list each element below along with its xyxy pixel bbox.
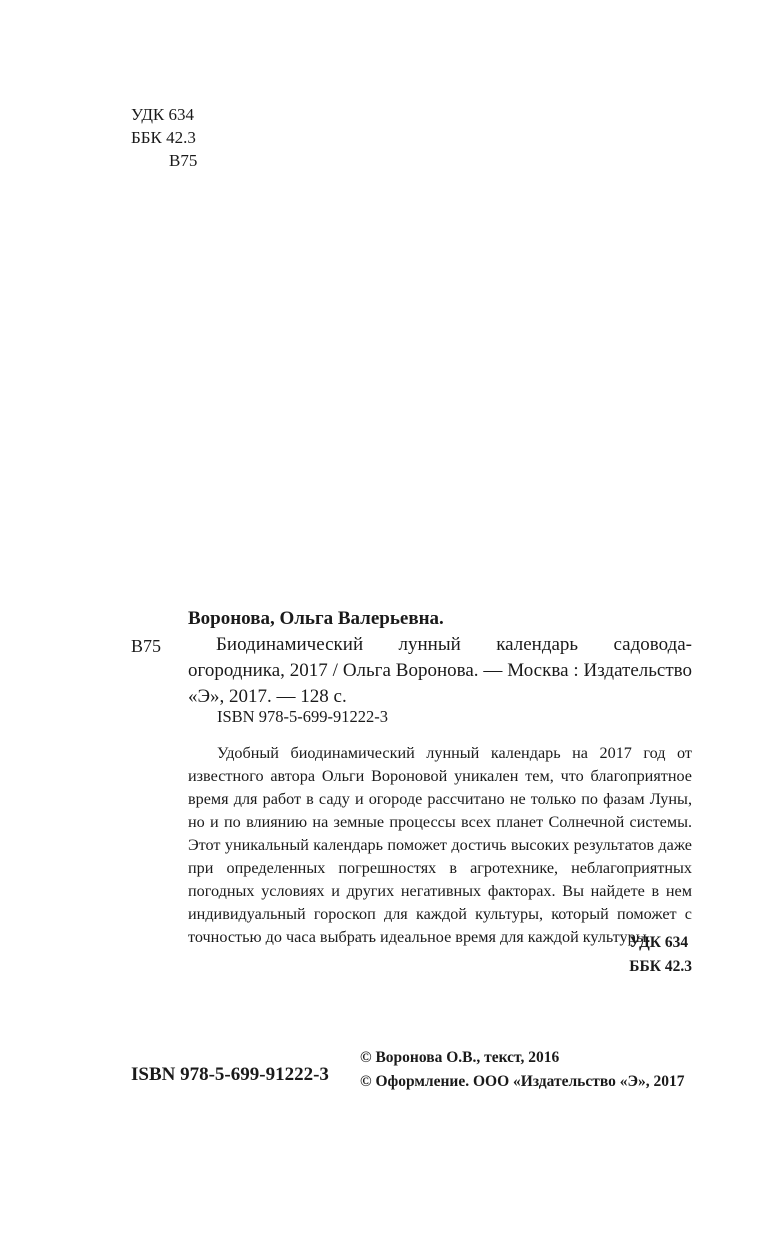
entry-author-mark: В75 [131, 636, 162, 656]
annotation: Удобный биодинамический лунный календарь на 2017 год от известного автора Ольги Вороновой уникален тем, что благоприятное время для работ в саду и огороде рассчитано не только по фазам Луны, но и по влиянию на земные процессы всех планет Солнечной системы. Этот уникальный календарь поможет достичь высоких результатов даже при определенных погрешностях в агротехнике, неблагоприятных погодных условиях и других негативных факторах. Вы найдете в нем индивидуальный гороскоп для каждой культуры, который поможет с точностью до часа выбрать идеальное время для каждой культуры. [188, 744, 692, 946]
udk-code-bottom: УДК 634 [629, 934, 689, 951]
bibliographic-entry [188, 606, 692, 710]
author-mark: В75 [169, 151, 198, 170]
classification-codes-bottom [629, 931, 692, 979]
isbn-entry: ISBN 978-5-699-91222-3 [217, 707, 388, 726]
classification-codes-top [131, 103, 197, 172]
author-name: Воронова, Ольга Валерьевна. [188, 608, 444, 629]
bibliographic-description: Биодинамический лунный календарь садовода-огородника, 2017 / Ольга Воронова. — Москва : Издательство «Э», 2017. — 128 с. [188, 634, 692, 707]
bbk-code-bottom: ББК 42.3 [629, 958, 692, 975]
bbk-code: ББК 42.3 [131, 128, 196, 147]
copyright-design: © Оформление. ООО «Издательство «Э», 2017 [360, 1073, 685, 1090]
copyright-block [360, 1046, 685, 1094]
udk-code: УДК 634 [131, 105, 195, 124]
isbn-imprint: ISBN 978-5-699-91222-3 [131, 1064, 329, 1085]
copyright-text: © Воронова О.В., текст, 2016 [360, 1049, 560, 1066]
